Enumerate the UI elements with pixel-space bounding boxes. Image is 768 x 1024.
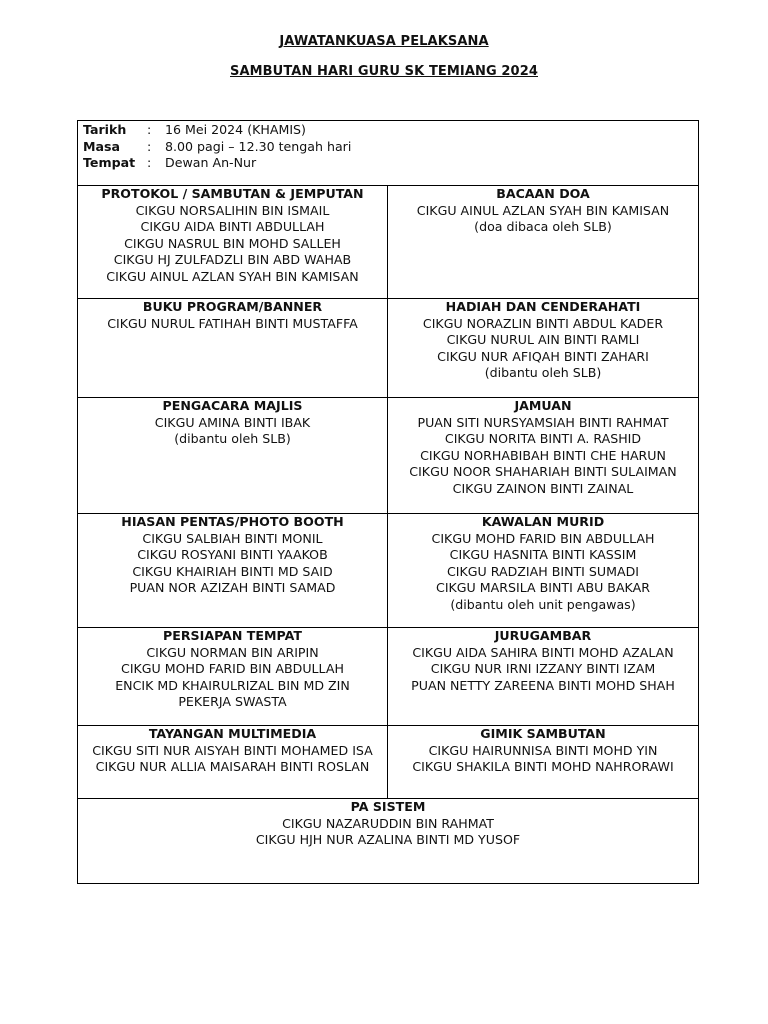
committee-member: CIKGU AINUL AZLAN SYAH BIN KAMISAN [106,268,359,284]
committee-member: CIKGU NORSALIHIN BIN ISMAIL [135,202,330,218]
committee-member: CIKGU SITI NUR AISYAH BINTI MOHAMED ISA [92,742,373,758]
document-title: JAWATANKUASA PELAKSANA [279,34,489,49]
committee-section [78,799,699,884]
committee-member: CIKGU MOHD FARID BIN ABDULLAH [431,530,655,546]
committee-member: CIKGU NOOR SHAHARIAH BINTI SULAIMAN [409,464,677,479]
committee-member: CIKGU NORAZLIN BINTI ABDUL KADER [422,315,664,331]
committee-member: CIKGU AIDA BINTI ABDULLAH [140,219,325,234]
info-value: 8.00 pagi – 12.30 tengah hari [165,138,352,154]
section-title: JAMUAN [514,398,572,413]
committee-section [388,628,699,726]
committee-section [78,398,388,514]
committee-member: CIKGU MOHD FARID BIN ABDULLAH [121,661,344,676]
committee-member: CIKGU AINUL AZLAN SYAH BIN KAMISAN [416,202,670,218]
committee-member: (doa dibaca oleh SLB) [474,219,612,234]
committee-section [78,299,388,398]
info-colon: : [147,155,152,170]
info-row-venue [83,155,693,172]
section-title: PENGACARA MAJLIS [162,398,303,413]
section-title: GIMIK SAMBUTAN [480,726,606,741]
committee-member: CIKGU NUR ALLIA MAISARAH BINTI ROSLAN [95,759,370,774]
section-title: PERSIAPAN TEMPAT [163,628,302,643]
section-title: KAWALAN MURID [481,514,605,529]
committee-row [78,398,699,514]
committee-member: CIKGU KHAIRIAH BINTI MD SAID [132,563,333,579]
committee-section [388,726,699,799]
info-colon: : [147,122,152,137]
committee-member: CIKGU AIDA SAHIRA BINTI MOHD AZALAN [412,644,674,660]
section-title: HADIAH DAN CENDERAHATI [445,299,641,314]
committee-member: PUAN NOR AZIZAH BINTI SAMAD [129,580,336,595]
committee-member: CIKGU NUR IRNI IZZANY BINTI IZAM [430,661,656,676]
info-row-time [83,139,693,156]
info-label: Tempat [83,155,136,170]
committee-member: CIKGU SHAKILA BINTI MOHD NAHRORAWI [412,759,674,774]
committee-row [78,299,699,398]
committee-section [388,514,699,628]
committee-member: CIKGU AMINA BINTI IBAK [154,414,311,430]
committee-member: CIKGU MARSILA BINTI ABU BAKAR [436,580,650,595]
section-title: BUKU PROGRAM/BANNER [142,299,323,314]
section-title: TAYANGAN MULTIMEDIA [148,726,317,741]
committee-member: CIKGU NASRUL BIN MOHD SALLEH [124,235,341,251]
committee-member: PUAN NETTY ZAREENA BINTI MOHD SHAH [411,677,675,693]
section-title: PA SISTEM [350,799,426,814]
committee-row [78,514,699,628]
committee-table [77,120,699,884]
committee-section [388,186,699,299]
committee-member: CIKGU ROSYANI BINTI YAAKOB [137,547,328,562]
committee-section [78,514,388,628]
info-label: Tarikh [83,122,127,137]
info-value: Dewan An-Nur [165,155,257,170]
section-title: BACAAN DOA [496,186,590,201]
committee-member: (dibantu oleh SLB) [174,431,291,446]
committee-member: CIKGU NAZARUDDIN BIN RAHMAT [282,815,494,831]
section-title: HIASAN PENTAS/PHOTO BOOTH [121,514,344,529]
committee-member: CIKGU ZAINON BINTI ZAINAL [452,480,634,496]
section-title: JURUGAMBAR [494,628,592,643]
committee-section [388,299,699,398]
info-colon: : [147,138,152,154]
committee-member: (dibantu oleh SLB) [484,365,602,380]
info-row-date [83,122,693,139]
committee-member: CIKGU HJH NUR AZALINA BINTI MD YUSOF [255,832,521,847]
committee-member: (dibantu oleh unit pengawas) [450,596,636,612]
document-subtitle: SAMBUTAN HARI GURU SK TEMIANG 2024 [230,64,538,79]
committee-section [78,628,388,726]
committee-member: CIKGU NORITA BINTI A. RASHID [444,431,642,446]
committee-row [78,799,699,884]
committee-member: CIKGU NORMAN BIN ARIPIN [146,644,319,660]
committee-row [78,186,699,299]
committee-member: CIKGU NORHABIBAH BINTI CHE HARUN [420,447,666,463]
committee-member: CIKGU HAIRUNNISA BINTI MOHD YIN [428,742,658,758]
committee-member: CIKGU HASNITA BINTI KASSIM [449,547,637,562]
info-value: 16 Mei 2024 (KHAMIS) [165,122,306,137]
committee-member: PUAN SITI NURSYAMSIAH BINTI RAHMAT [417,414,669,430]
committee-section [78,186,388,299]
committee-member: CIKGU RADZIAH BINTI SUMADI [446,563,640,579]
event-info-cell [78,121,699,186]
committee-member: CIKGU NURUL FATIHAH BINTI MUSTAFFA [107,315,358,331]
committee-row [78,628,699,726]
committee-member: PEKERJA SWASTA [178,694,287,709]
committee-section [388,398,699,514]
committee-member: ENCIK MD KHAIRULRIZAL BIN MD ZIN [115,677,350,693]
info-label: Masa [83,138,121,154]
committee-member: CIKGU HJ ZULFADZLI BIN ABD WAHAB [113,252,352,267]
committee-member: CIKGU NUR AFIQAH BINTI ZAHARI [437,348,649,364]
committee-row [78,726,699,799]
committee-section [78,726,388,799]
section-title: PROTOKOL / SAMBUTAN & JEMPUTAN [101,186,364,201]
committee-member: CIKGU SALBIAH BINTI MONIL [142,530,323,546]
committee-member: CIKGU NURUL AIN BINTI RAMLI [446,332,640,347]
